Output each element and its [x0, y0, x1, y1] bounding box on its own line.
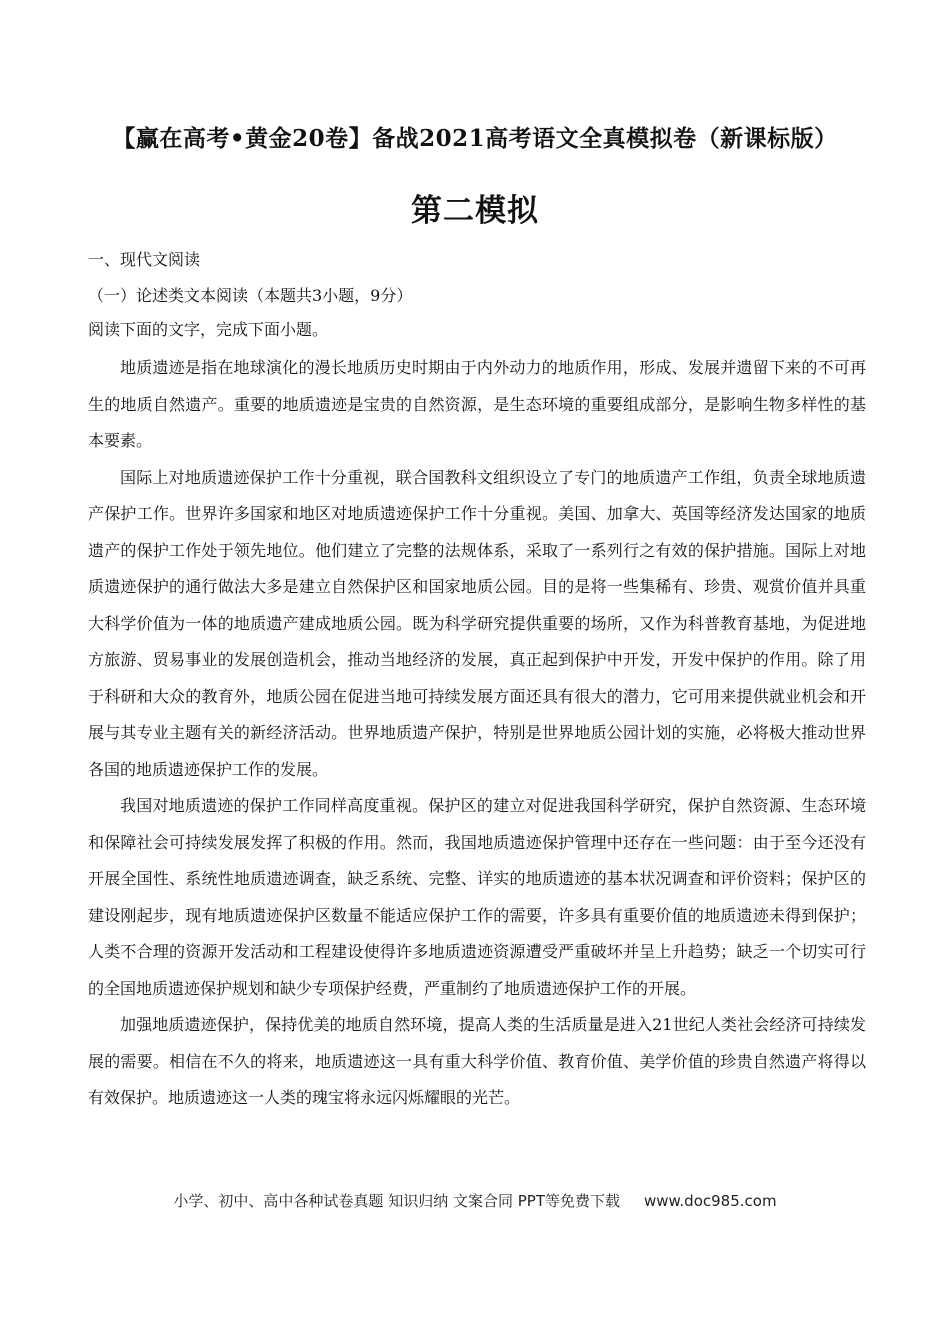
footer-text: 小学、初中、高中各种试卷真题 知识归纳 文案合同 PPT等免费下载: [173, 1192, 620, 1210]
passage-paragraph: 国际上对地质遗迹保护工作十分重视，联合国教科文组织设立了专门的地质遗产工作组，负责全球地质遗产保护工作。世界许多国家和地区对地质遗迹保护工作十分重视。美国、加拿大、英国等经济发达国家的地质遗产的保护工作处于领先地位。他们建立了完整的法规体系，采取了一系列行之有效的保护措施。国际上对地质遗迹保护的通行做法大多是建立自然保护区和国家地质公园。目的是将一些集稀有、珍贵、观赏价值并具重大科学价值为一体的地质遗产建成地质公园。既为科学研究提供重要的场所，又作为科普教育基地，为促进地方旅游、贸易事业的发展创造机会，推动当地经济的发展，真正起到保护中开发，开发中保护的作用。除了用于科研和大众的教育外，地质公园在促进当地可持续发展方面还具有很大的潜力，它可用来提供就业机会和开展与其专业主题有关的新经济活动。世界地质遗产保护，特别是世界地质公园计划的实施，必将极大推动世界各国的地质遗迹保护工作的发展。: [88, 467, 866, 779]
document-title: 【赢在高考•黄金20卷】备战2021高考语文全真模拟卷（新课标版）: [112, 125, 838, 152]
reading-instruction: 阅读下面的文字，完成下面小题。: [88, 320, 329, 339]
page-footer: [0, 1190, 950, 1211]
subsection-heading: （一）论述类文本阅读（本题共3小题，9分）: [88, 286, 413, 305]
document-subtitle: 第二模拟: [411, 193, 539, 229]
footer-site-link[interactable]: www.doc985.com: [643, 1192, 777, 1210]
passage-body: [88, 350, 866, 1117]
passage-paragraph: 加强地质遗迹保护，保持优美的地质自然环境，提高人类的生活质量是进入21世纪人类社会经济可持续发展的需要。相信在不久的将来，地质遗迹这一具有重大科学价值、教育价值、美学价值的珍贵自然遗产将得以有效保护。地质遗迹这一人类的瑰宝将永远闪烁耀眼的光芒。: [88, 1015, 866, 1107]
passage-paragraph: 地质遗迹是指在地球演化的漫长地质历史时期由于内外动力的地质作用，形成、发展并遗留下来的不可再生的地质自然遗产。重要的地质遗迹是宝贵的自然资源，是生态环境的重要组成部分，是影响生物多样性的基本要素。: [88, 358, 866, 450]
passage-paragraph: 我国对地质遗迹的保护工作同样高度重视。保护区的建立对促进我国科学研究，保护自然资源、生态环境和保障社会可持续发展发挥了积极的作用。然而，我国地质遗迹保护管理中还存在一些问题：由于至今还没有开展全国性、系统性地质遗迹调查，缺乏系统、完整、详实的地质遗迹的基本状况调查和评价资料；保护区的建设刚起步，现有地质遗迹保护区数量不能适应保护工作的需要，许多具有重要价值的地质遗迹未得到保护；人类不合理的资源开发活动和工程建设使得许多地质遗迹资源遭受严重破坏并呈上升趋势；缺乏一个切实可行的全国地质遗迹保护规划和缺少专项保护经费，严重制约了地质遗迹保护工作的开展。: [88, 796, 866, 998]
part-heading: 一、现代文阅读: [88, 250, 201, 269]
